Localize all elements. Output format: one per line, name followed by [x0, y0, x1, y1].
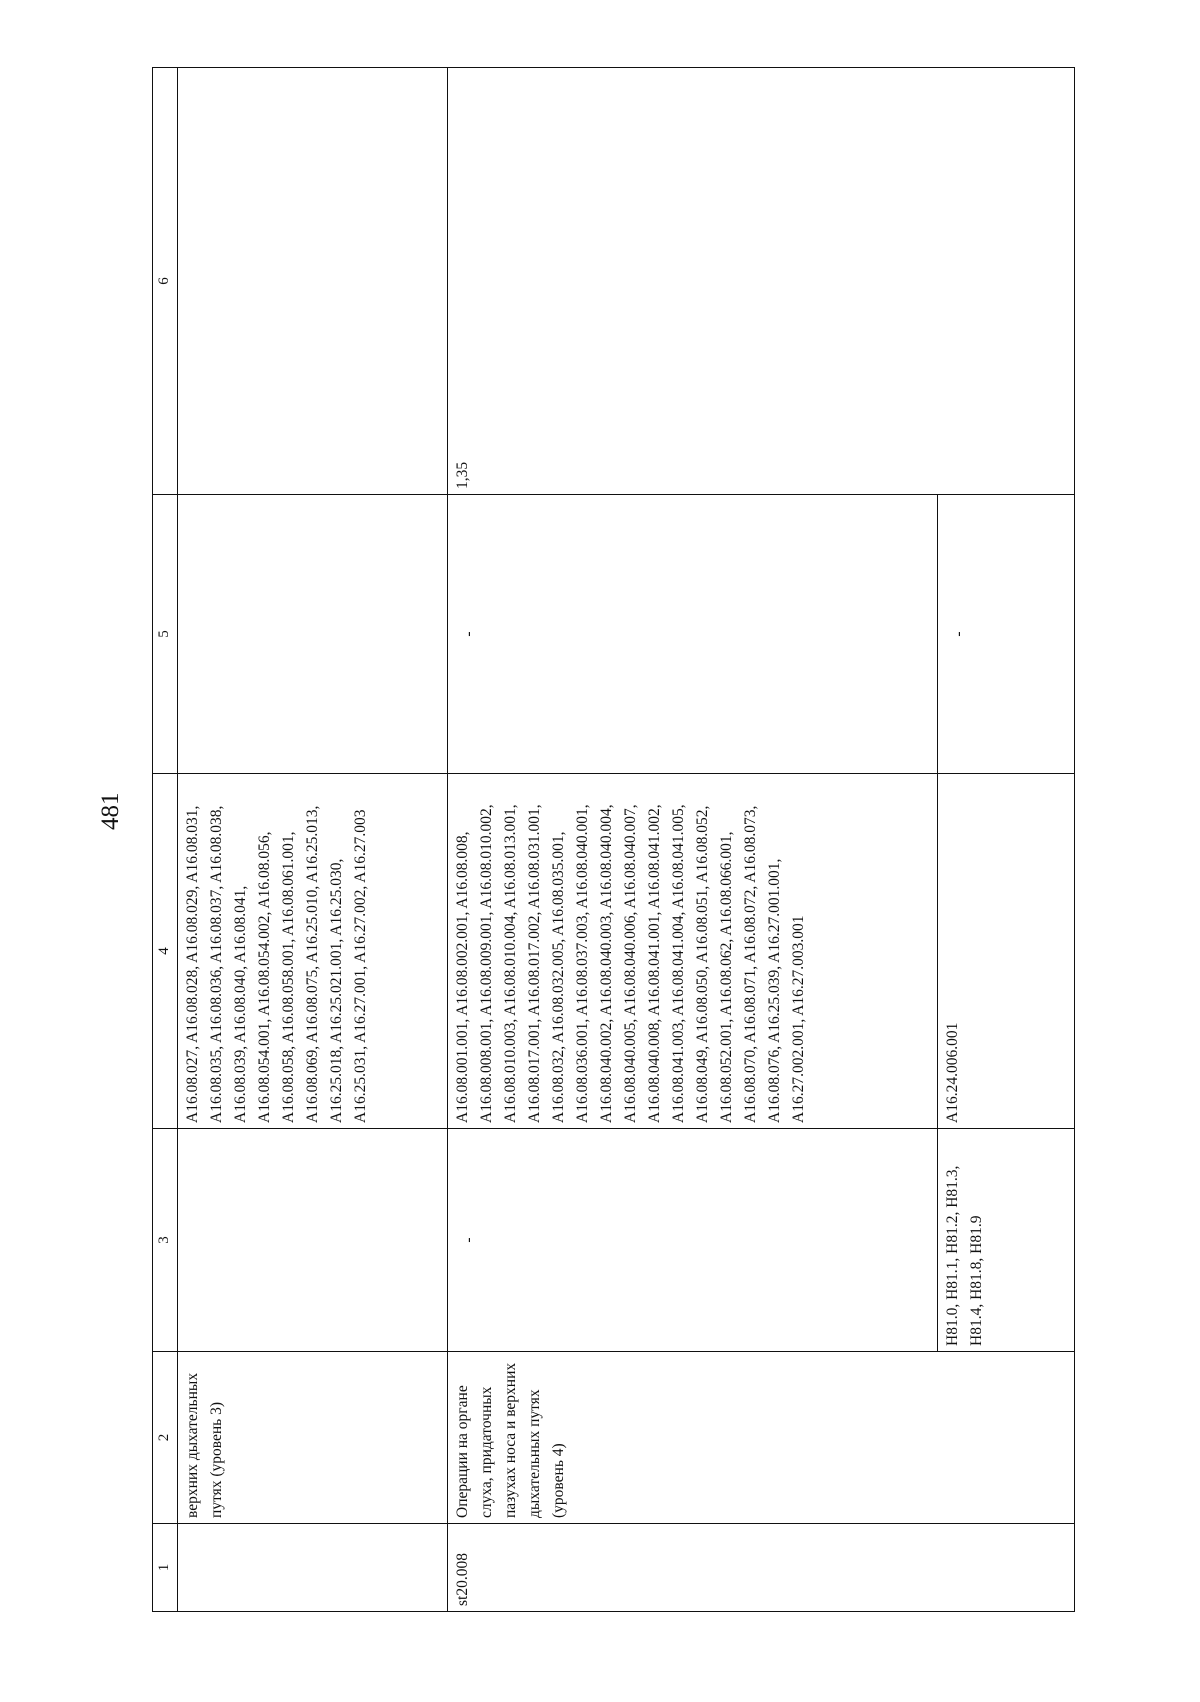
cell-services: A16.08.027, A16.08.028, A16.08.029, A16.08.031, A16.08.035, A16.08.036, A16.08.037, A16.08.038, A16.08.039, A16.08.040, A16.08.041, A16.08.054.001, A16.08.054.002, A16.08.056, A16.08.058, A16.08.058.001, A16.08.061.001, A16.08.069, A16.08.075, A16.25.010, A16.25.013, A16.25.018, A16.25.021.001, A16.25.030, A16.25.031, A16.27.001, A16.27.002, A16.27.003: [178, 774, 448, 1129]
page-number: 481: [97, 792, 124, 830]
header-col-4: 4: [153, 774, 178, 1129]
rotated-table-container: [152, 68, 1075, 1612]
cell-other: [938, 495, 1075, 774]
header-col-2: 2: [153, 1352, 178, 1524]
cell-name: верхних дыхательных путях (уровень 3): [178, 1352, 448, 1524]
table-header-row: [153, 68, 178, 1612]
header-col-3: 3: [153, 1129, 178, 1352]
cell-services: A16.08.001.001, A16.08.002.001, A16.08.008, A16.08.008.001, A16.08.009.001, A16.08.010.002, A16.08.010.003, A16.08.010.004, A16.08.013.001, A16.08.017.001, A16.08.017.002, A16.08.031.001, A16.08.032, A16.08.032.005, A16.08.035.001, A16.08.036.001, A16.08.037.003, A16.08.040.001, A16.08.040.002, A16.08.040.003, A16.08.040.004, A16.08.040.005, A16.08.040.006, A16.08.040.007, A16.08.040.008, A16.08.041.001, A16.08.041.002, A16.08.041.003, A16.08.041.004, A16.08.041.005, A16.08.049, A16.08.050, A16.08.051, A16.08.052, A16.08.052.001, A16.08.062, A16.08.066.001, A16.08.070, A16.08.071, A16.08.072, A16.08.073, A16.08.076, A16.25.039, A16.27.001.001, A16.27.002.001, A16.27.003.001: [448, 774, 938, 1129]
dash-text: -: [460, 1237, 477, 1243]
cell-diagnosis: [448, 1129, 938, 1352]
header-col-1: 1: [153, 1524, 178, 1612]
dash-text: -: [460, 631, 477, 637]
cell-code: [178, 1524, 448, 1612]
table-row-continuation: [178, 68, 448, 1612]
cell-other: [178, 495, 448, 774]
cell-diagnosis: [178, 1129, 448, 1352]
cell-coefficient: 1,35: [448, 68, 1075, 495]
cell-other: [448, 495, 938, 774]
header-col-5: 5: [153, 495, 178, 774]
cell-coefficient: [178, 68, 448, 495]
cell-name: Операции на органе слуха, придаточных пазухах носа и верхних дыхательных путях (уровень 4): [448, 1352, 1075, 1524]
header-col-6: 6: [153, 68, 178, 495]
table-row-st20008-a: [448, 68, 938, 1612]
cell-code: st20.008: [448, 1524, 1075, 1612]
cell-diagnosis: H81.0, H81.1, H81.2, H81.3, H81.4, H81.8, H81.9: [938, 1129, 1075, 1352]
cell-services: A16.24.006.001: [938, 774, 1075, 1129]
dash-text: -: [950, 631, 967, 637]
tariff-table: [152, 67, 1075, 1612]
